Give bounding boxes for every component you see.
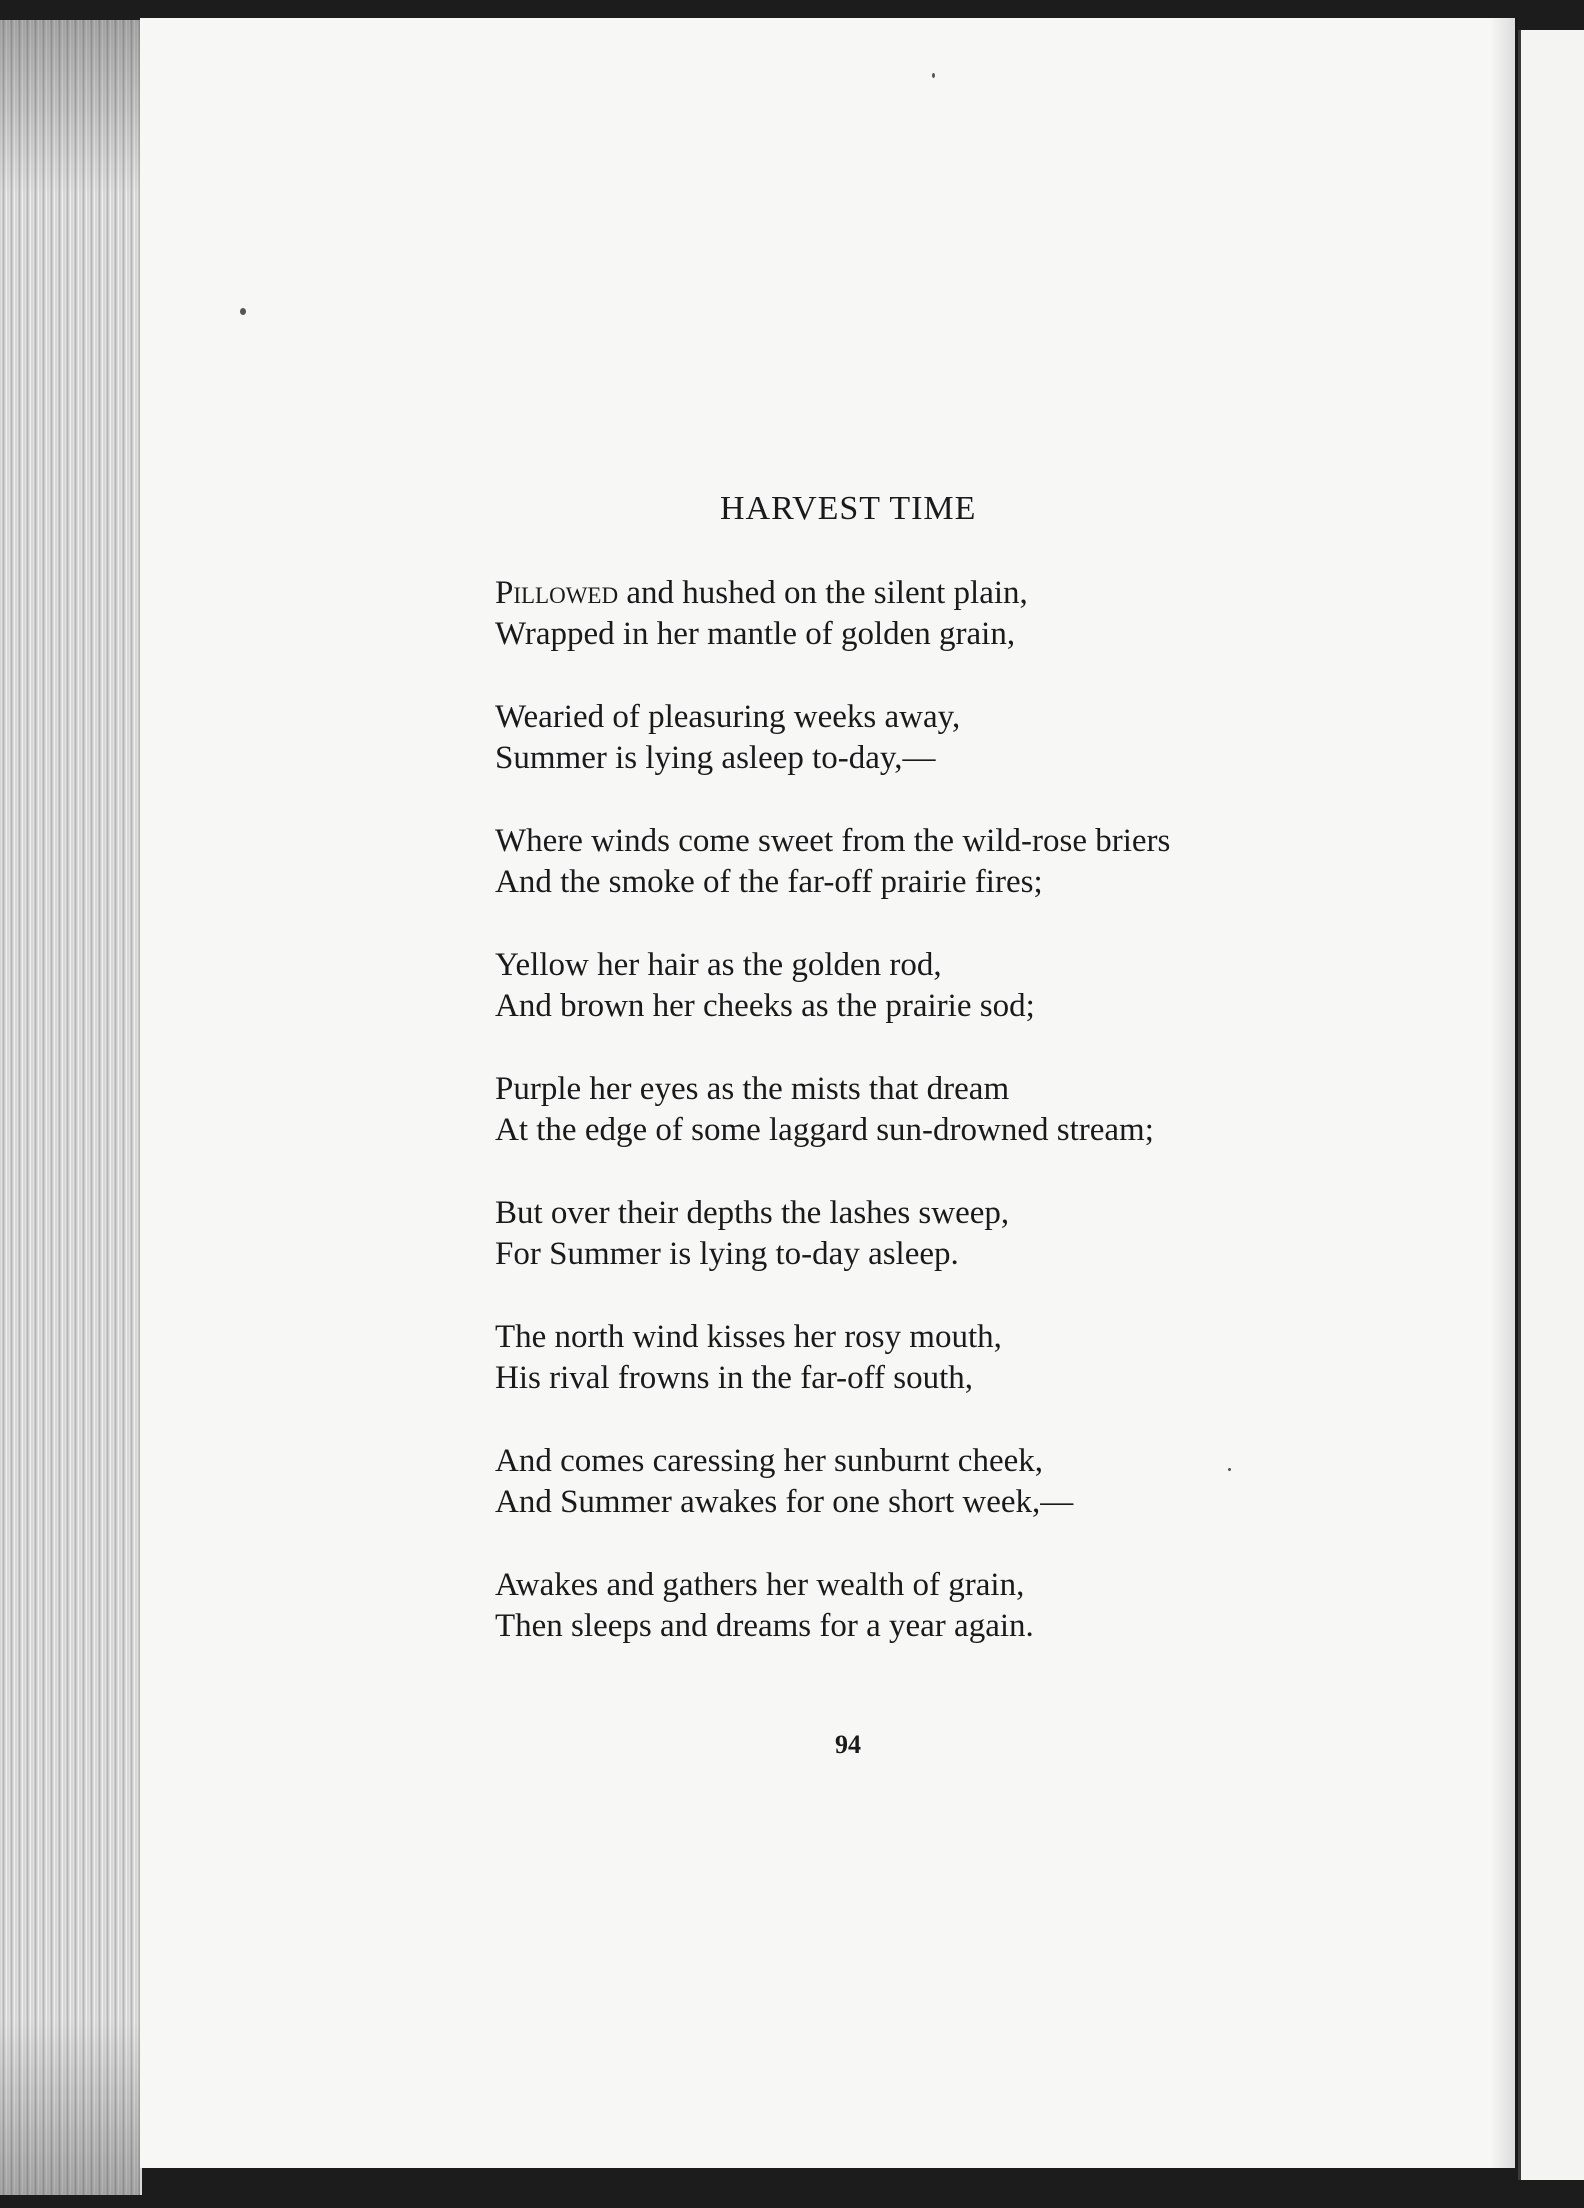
page-number: 94 [835,1730,861,1759]
poem-line: And the smoke of the far-off prairie fires; [495,864,1043,900]
poem-line: And Summer awakes for one short week,— [495,1484,1074,1520]
poem-line: Wearied of pleasuring weeks away, [495,699,961,735]
poem-line: Purple her eyes as the mists that dream [495,1071,1010,1107]
poem-line: At the edge of some laggard sun-drowned stream; [495,1112,1154,1148]
stanza [495,1565,1295,1647]
poem-line: His rival frowns in the far-off south, [495,1360,974,1396]
facing-page-edge [1518,30,1584,2180]
stanza [495,1441,1295,1523]
poem-line: Then sleeps and dreams for a year again. [495,1608,1034,1644]
stanza [495,1069,1295,1151]
poem-title: HARVEST TIME [720,490,977,527]
stanza [495,1317,1295,1399]
opening-word: Pillowed [495,575,619,611]
poem-line: The north wind kisses her rosy mouth, [495,1319,1002,1355]
stanza [495,821,1295,903]
stanza [495,1193,1295,1275]
poem-line: Yellow her hair as the golden rod, [495,947,942,983]
paper-speck [240,308,246,315]
poem-line: Wrapped in her mantle of golden grain, [495,616,1016,652]
poem-line: And comes caressing her sunburnt cheek, [495,1443,1043,1479]
poem-line: But over their depths the lashes sweep, [495,1195,1010,1231]
poem-line [495,573,1295,614]
poem-line: Summer is lying asleep to-day,— [495,740,936,776]
poem-line-text: and hushed on the silent plain, [618,575,1028,611]
poem-line: For Summer is lying to-day asleep. [495,1236,959,1272]
poem-line: Awakes and gathers her wealth of grain, [495,1567,1025,1603]
book-page-edges [0,20,142,2195]
poem-line: Where winds come sweet from the wild-rose briers [495,823,1171,859]
poem-line: And brown her cheeks as the prairie sod; [495,988,1035,1024]
paper-speck [932,73,935,78]
stanza [495,573,1295,655]
stanza [495,945,1295,1027]
gutter-shadow [1490,18,1518,2168]
poem-body [495,573,1295,1689]
stanza [495,697,1295,779]
